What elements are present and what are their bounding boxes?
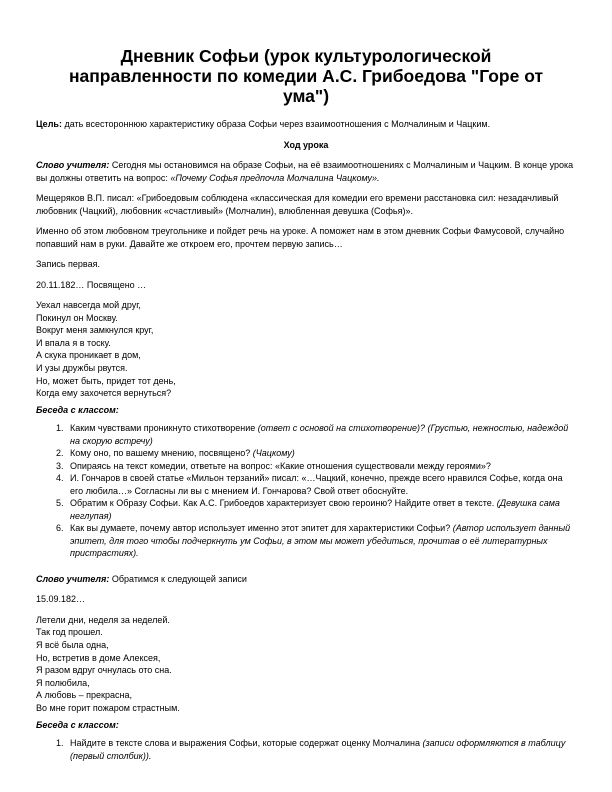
intro-paragraph — [36, 159, 576, 184]
document-page — [36, 46, 576, 762]
list-item: 1. Найдите в тексте слова и выражения Софьи, которые содержат оценку Молчалина (записи оформляются в таблицу (первый столбик)). — [66, 737, 576, 762]
goal-label: Цель: — [36, 119, 62, 129]
poem-line: Но, встретив в доме Алексея, — [36, 652, 161, 663]
poem-line: И впала я в тоску. — [36, 337, 111, 348]
list-item: 6. Как вы думаете, почему автор использует именно этот эпитет для характеристики Софьи? (Автор использует данный эпитет, для того чтобы подчеркнуть ум Софьи, в этом мы может убедиться, прочитав о её литературных пристрастиях). — [66, 522, 576, 560]
class-talk-heading-2: Беседа с классом: — [36, 719, 119, 730]
list-item: 3. Опираясь на текст комедии, ответьте на вопрос: «Какие отношения существовали между героями»? — [66, 460, 576, 473]
entry1-date: 20.11.182… Посвящено … — [36, 279, 147, 290]
list-item: 2. Кому оно, по вашему мнению, посвящено? (Чацкому) — [66, 447, 576, 460]
poem-line: Я разом вдруг очнулась ото сна. — [36, 665, 172, 676]
poem-line: А скука проникает в дом, — [36, 350, 141, 361]
poem-line: И узы дружбы рвутся. — [36, 362, 128, 373]
poem-line: Но, может быть, придет тот день, — [36, 375, 176, 386]
lesson-heading: Ход урока — [283, 139, 329, 150]
quote-paragraph: Мещеряков В.П. писал: «Грибоедовым соблюдена «классическая для комедии его времени расстановка сил: незадачливый любовник (Чацкий), любовник «счастливый» (Молчалин), влюбленная девушка (Софья)». — [36, 193, 559, 216]
intro-question: «Почему Софья предпочла Молчалина Чацкому». — [170, 172, 380, 183]
poem-line: Когда ему захочется вернуться? — [36, 388, 172, 399]
list-item: 4. И. Гончаров в своей статье «Мильон терзаний» писал: «…Чацкий, конечно, прежде всего нравился Софье, когда она его любила…» Согласны ли вы с мнением И. Гончарова? Свой ответ обоснуйте. — [66, 472, 576, 497]
poem-2 — [36, 614, 576, 715]
poem-line: Вокруг меня замкнулся круг, — [36, 325, 154, 336]
teacher-word-2: Слово учителя: Обратимся к следующей записи — [36, 573, 247, 584]
poem-line: Так год прошел. — [36, 627, 103, 638]
diary-intro-paragraph: Именно об этом любовном треугольнике и пойдет речь на уроке. А поможет нам в этом дневник Софьи Фамусовой, случайно попавший нам в руки. Давайте же откроем его, прочтем первую запись… — [36, 226, 565, 249]
entry2-date: 15.09.182… — [36, 594, 86, 605]
poem-line: Я всё была одна, — [36, 639, 109, 650]
poem-line: А любовь – прекрасна, — [36, 690, 132, 701]
poem-line: Я полюбила, — [36, 677, 90, 688]
questions-list-1 — [36, 422, 576, 560]
poem-line: Покинул он Москву. — [36, 312, 118, 323]
poem-1 — [36, 299, 576, 400]
poem-line: Уехал навсегда мой друг, — [36, 300, 141, 310]
intro-text: Сегодня мы остановимся на образе Софьи, на её взаимоотношениях с Молчалиным и Чацким. В конце урока вы должны ответить на вопрос: — [36, 160, 574, 183]
poem-line: Во мне горит пожаром страстным. — [36, 702, 180, 713]
document-title: Дневник Софьи (урок культурологической направленности по комедии А.С. Грибоедова "Горе от ума") — [68, 46, 544, 106]
list-item: 5. Обратим к Образу Софьи. Как А.С. Грибоедов характеризует свою героиню? Найдите ответ в тексте. (Девушка сама неглупая) — [66, 497, 576, 522]
poem-line: Летели дни, неделя за неделей. — [36, 614, 170, 625]
goal-paragraph — [36, 118, 576, 131]
class-talk-heading-1: Беседа с классом: — [36, 404, 119, 415]
entry1-label: Запись первая. — [36, 259, 100, 269]
teacher-word-label: Слово учителя: — [36, 160, 110, 170]
goal-text: дать всестороннюю характеристику образа Софьи через взаимоотношения с Молчалиным и Чацким. — [61, 119, 491, 129]
list-item: 1. Каким чувствами проникнуто стихотворение (ответ с основой на стихотворение)? (Грустью, нежностью, надеждой на скорую встречу) — [66, 422, 576, 447]
questions-list-2 — [36, 737, 576, 762]
